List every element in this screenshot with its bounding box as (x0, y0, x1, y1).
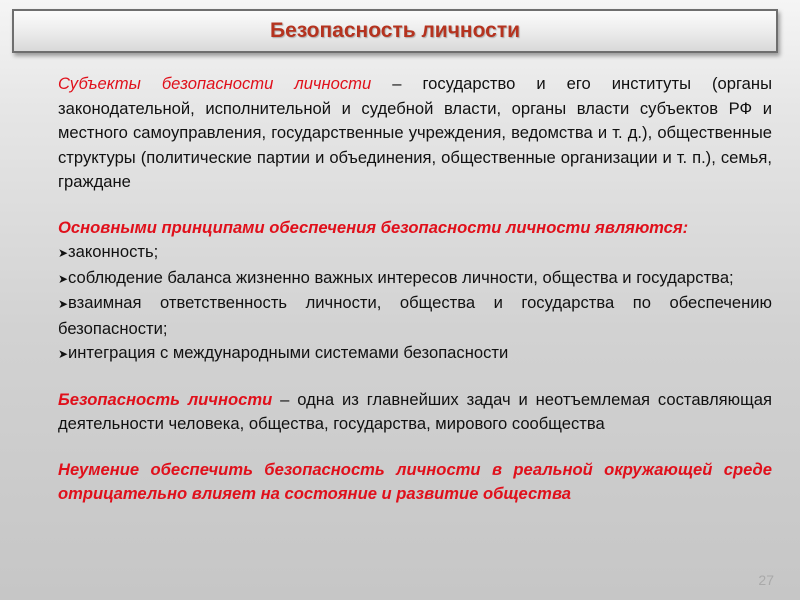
checkmark-arrow-icon: ➤ (58, 271, 69, 286)
bullet-item (58, 266, 772, 292)
bullet-text: взаимная ответственность личности, общества и государства по обеспечению безопасности; (58, 293, 772, 338)
paragraph-inability: Неумение обеспечить безопасность личности в реальной окружающей среде отрицательно влияет на состояние и развитие общества (58, 459, 772, 503)
bullet-text: интеграция с международными системами безопасности (68, 343, 509, 362)
term-personal-security: Безопасность личности (58, 389, 273, 409)
term-subjects: Субъекты безопасности личности (58, 74, 372, 93)
page-number: 27 (758, 572, 774, 588)
checkmark-arrow-icon: ➤ (58, 347, 69, 361)
checkmark-arrow-icon: ➤ (58, 297, 69, 311)
paragraph-subjects (58, 72, 772, 195)
spacer (58, 195, 772, 216)
personal-security-text: – одна из главнейших задач и неотъемлемая составляющая деятельности человека, общества, государства, мирового сообщества (58, 389, 772, 433)
bullet-item (58, 291, 772, 341)
spacer (58, 437, 772, 458)
bullet-item (58, 240, 772, 266)
subjects-text: – государство и его институты (органы законодательной, исполнительной и судебной власти, органы власти субъектов РФ и местного самоуправления, государственные учреждения, ведомства и т. д.), общественные структуры (политические партии и объединения, общественные организации и т. п.), семья, граждане (58, 74, 772, 191)
slide-title-bar (12, 9, 778, 53)
paragraph-personal-security (58, 388, 772, 437)
bullet-text: соблюдение баланса жизненно важных интересов личности, общества и государства; (68, 267, 734, 287)
principles-heading: Основными принципами обеспечения безопасности личности являются: (58, 217, 689, 237)
bullet-text: законность; (68, 242, 159, 261)
bullet-item (58, 341, 772, 367)
spacer (58, 367, 772, 388)
checkmark-arrow-icon: ➤ (58, 246, 69, 260)
slide-content (58, 72, 772, 507)
slide-title: Безопасность личности (269, 19, 521, 42)
